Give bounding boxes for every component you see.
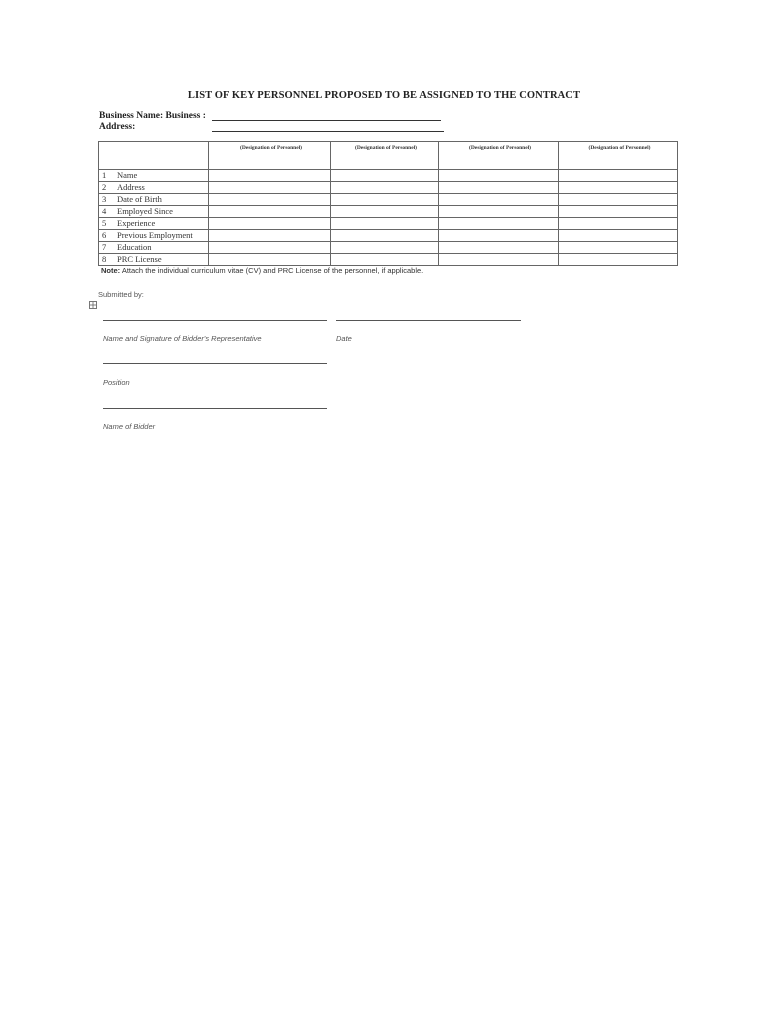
row-label: Employed Since — [117, 206, 173, 216]
table-cell[interactable] — [209, 206, 331, 218]
table-cell[interactable] — [331, 230, 439, 242]
table-cell[interactable] — [559, 230, 678, 242]
row-number: 2 — [102, 182, 107, 192]
table-header-cell — [99, 142, 209, 170]
table-cell[interactable] — [331, 170, 439, 182]
table-cell[interactable] — [439, 218, 559, 230]
designation-header: (Designation of Personnel) — [209, 142, 331, 170]
table-cell[interactable] — [439, 254, 559, 266]
row-label: Previous Employment — [117, 230, 193, 240]
row-label: Address — [117, 182, 145, 192]
row-number: 6 — [102, 230, 107, 240]
address-line — [212, 131, 444, 132]
signature-label: Name and Signature of Bidder's Representative — [103, 334, 262, 343]
personnel-table — [98, 141, 678, 266]
table-row — [99, 182, 678, 194]
bidder-line — [103, 408, 327, 409]
row-number: 4 — [102, 206, 107, 216]
table-row — [99, 206, 678, 218]
row-label: PRC License — [117, 254, 162, 264]
table-cell[interactable] — [331, 206, 439, 218]
table-row — [99, 218, 678, 230]
table-row — [99, 194, 678, 206]
table-cell[interactable] — [559, 194, 678, 206]
table-header-row — [99, 142, 678, 170]
row-label-cell — [99, 230, 209, 242]
row-number: 3 — [102, 194, 107, 204]
table-cell[interactable] — [209, 230, 331, 242]
designation-header: (Designation of Personnel) — [331, 142, 439, 170]
table-move-handle-icon[interactable] — [89, 301, 97, 309]
table-cell[interactable] — [559, 242, 678, 254]
row-label: Education — [117, 242, 152, 252]
note — [101, 266, 423, 275]
table-cell[interactable] — [331, 194, 439, 206]
note-text: Attach the individual curriculum vitae (CV) and PRC License of the personnel, if applicable. — [121, 266, 424, 275]
position-label: Position — [103, 378, 130, 387]
signature-line — [103, 320, 327, 321]
row-label: Experience — [117, 218, 156, 228]
business-name-label: Business Name: Business : — [99, 111, 206, 121]
table-body — [99, 170, 678, 266]
table-row — [99, 242, 678, 254]
table-cell[interactable] — [559, 206, 678, 218]
row-label: Date of Birth — [117, 194, 162, 204]
row-label-cell — [99, 206, 209, 218]
row-number: 5 — [102, 218, 107, 228]
table-cell[interactable] — [439, 182, 559, 194]
row-label-cell — [99, 194, 209, 206]
row-number: 8 — [102, 254, 107, 264]
table-cell[interactable] — [559, 254, 678, 266]
table-row — [99, 254, 678, 266]
row-label: Name — [117, 170, 138, 180]
table-cell[interactable] — [331, 182, 439, 194]
table-cell[interactable] — [559, 182, 678, 194]
designation-header: (Designation of Personnel) — [439, 142, 559, 170]
row-label-cell — [99, 218, 209, 230]
table-cell[interactable] — [331, 254, 439, 266]
table-cell[interactable] — [439, 242, 559, 254]
table-cell[interactable] — [439, 206, 559, 218]
table-cell[interactable] — [209, 218, 331, 230]
table-cell[interactable] — [439, 170, 559, 182]
table-cell[interactable] — [559, 170, 678, 182]
table-cell[interactable] — [331, 218, 439, 230]
table-cell[interactable] — [439, 194, 559, 206]
table-cell[interactable] — [559, 218, 678, 230]
date-line — [336, 320, 521, 321]
address-label: Address: — [99, 122, 136, 132]
business-name-line — [212, 120, 441, 121]
submitted-by-label: Submitted by: — [98, 290, 144, 299]
document-title: LIST OF KEY PERSONNEL PROPOSED TO BE ASSIGNED TO THE CONTRACT — [187, 90, 581, 101]
row-label-cell — [99, 170, 209, 182]
row-label-cell — [99, 254, 209, 266]
table-cell[interactable] — [209, 254, 331, 266]
row-number: 1 — [102, 170, 107, 180]
note-prefix: Note: — [101, 266, 121, 275]
table-row — [99, 230, 678, 242]
designation-header: (Designation of Personnel) — [559, 142, 678, 170]
table-cell[interactable] — [209, 194, 331, 206]
table-cell[interactable] — [209, 182, 331, 194]
bidder-label: Name of Bidder — [103, 422, 156, 431]
table-cell[interactable] — [209, 242, 331, 254]
table-cell[interactable] — [439, 230, 559, 242]
row-label-cell — [99, 242, 209, 254]
table-cell[interactable] — [331, 242, 439, 254]
table-row — [99, 170, 678, 182]
table-cell[interactable] — [209, 170, 331, 182]
row-label-cell — [99, 182, 209, 194]
row-number: 7 — [102, 242, 107, 252]
date-label: Date — [336, 334, 352, 343]
position-line — [103, 363, 327, 364]
